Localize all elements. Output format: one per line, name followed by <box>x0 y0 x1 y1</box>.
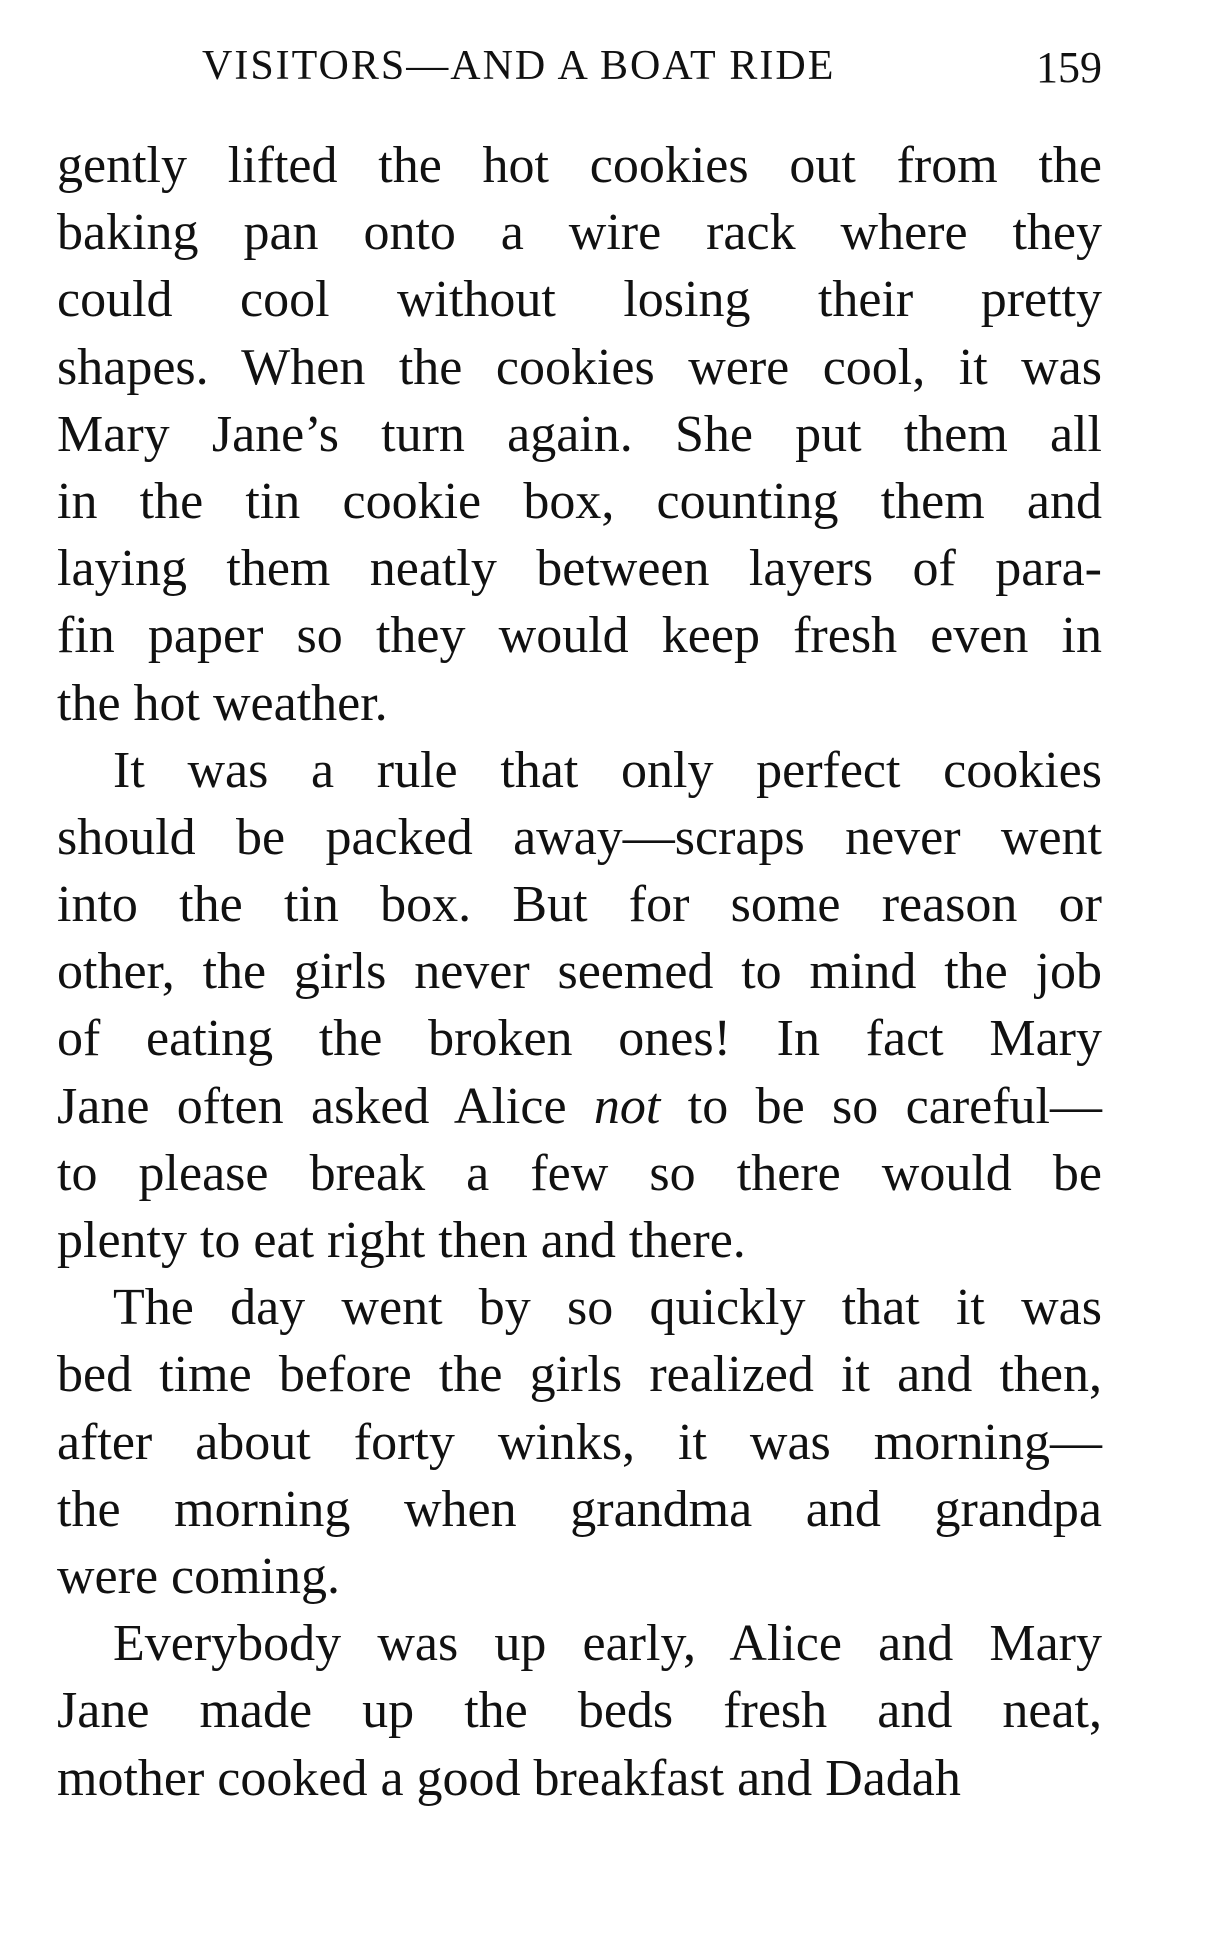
emphasized-word: not <box>593 1077 661 1135</box>
running-title: VISITORS—AND A BOAT RIDE <box>202 43 836 89</box>
text-line: mother cooked a good breakfast and Dadah <box>57 1749 961 1807</box>
text-line: after about forty winks, it was morning— <box>57 1413 1102 1471</box>
text-line: gently lifted the hot cookies out from the <box>57 137 1102 194</box>
text-line: Jane often asked Alice not to be so careful— <box>57 1077 1102 1135</box>
text-line: bed time before the girls realized it and then, <box>57 1346 1102 1404</box>
body-text <box>57 132 1102 1812</box>
text-line: Everybody was up early, Alice and Mary <box>113 1615 1102 1673</box>
paragraph <box>57 1610 1102 1812</box>
text-line: It was a rule that only perfect cookies <box>113 741 1102 799</box>
text-line: could cool without losing their pretty <box>57 271 1102 329</box>
text-line: of eating the broken ones! In fact Mary <box>57 1010 1102 1068</box>
text-line: in the tin cookie box, counting them and <box>57 472 1102 530</box>
text-line: should be packed away—scraps never went <box>57 808 1102 866</box>
text-line: baking pan onto a wire rack where they <box>57 204 1102 262</box>
text-line: plenty to eat right then and there. <box>57 1212 746 1269</box>
text-line: the morning when grandma and grandpa <box>57 1480 1102 1538</box>
paragraph <box>57 1274 1102 1610</box>
text-line: shapes. When the cookies were cool, it was <box>57 338 1102 396</box>
paragraph <box>57 737 1102 1275</box>
running-head <box>57 42 1102 102</box>
text-line: into the tin box. But for some reason or <box>57 876 1102 934</box>
text-line: Mary Jane’s turn again. She put them all <box>57 405 1102 463</box>
text-line: the hot weather. <box>57 674 388 732</box>
text-line: fin paper so they would keep fresh even in <box>57 607 1102 665</box>
text-line: were coming. <box>57 1547 341 1605</box>
page-number: 159 <box>1036 43 1102 92</box>
text-line: Jane made up the beds fresh and neat, <box>57 1682 1102 1740</box>
text-line: to please break a few so there would be <box>57 1144 1102 1202</box>
text-line: The day went by so quickly that it was <box>113 1279 1102 1337</box>
paragraph <box>57 132 1102 737</box>
text-line: other, the girls never seemed to mind the job <box>57 943 1102 1001</box>
text-line: laying them neatly between layers of para- <box>57 540 1102 598</box>
